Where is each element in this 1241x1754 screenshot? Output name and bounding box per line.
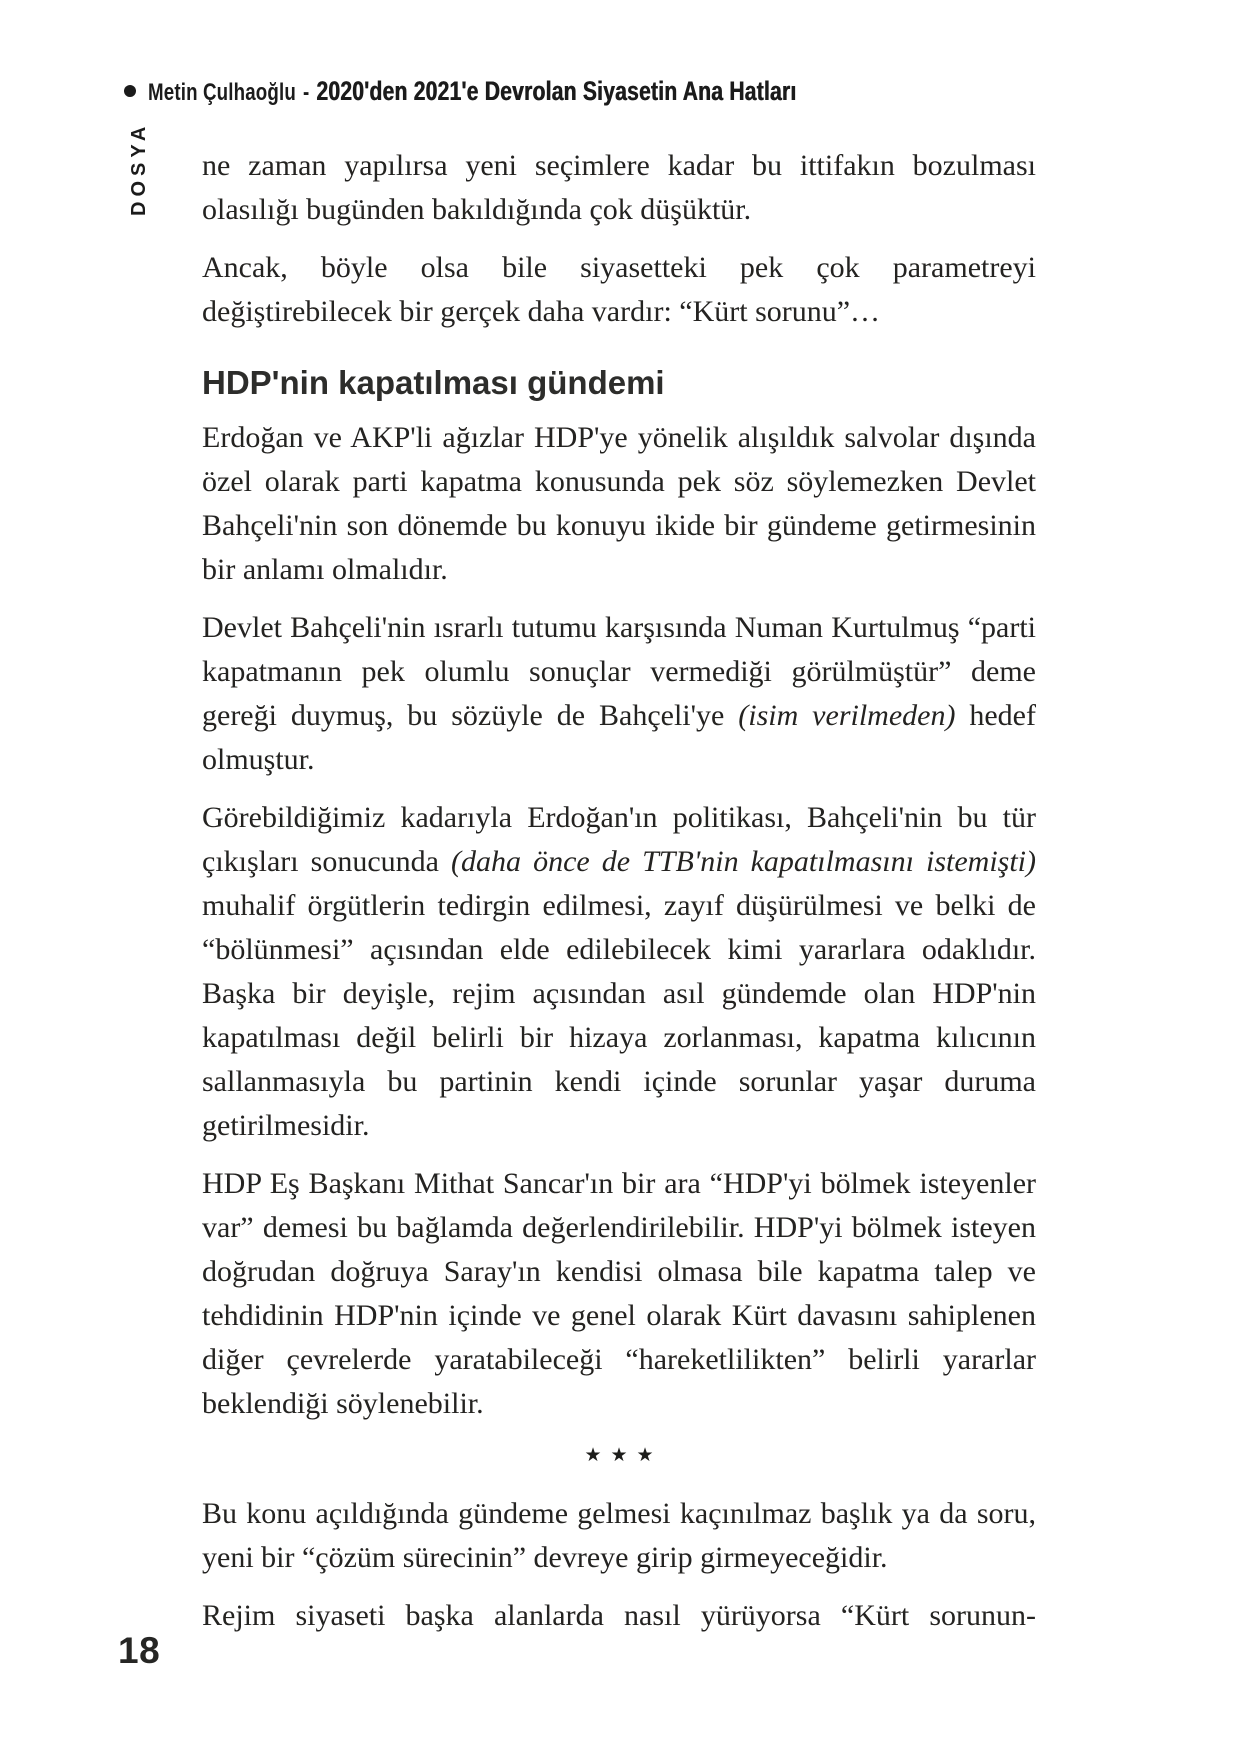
paragraph-1-text: ne zaman yapılırsa yeni seçimlere kadar bu ittifakın bozulması olasılığı bugünden bakıldığında çok düşüktür. <box>202 149 1036 226</box>
paragraph-3-text: Erdoğan ve AKP'li ağızlar HDP'ye yönelik alışıldık salvolar dışında özel olarak parti kapatma konusunda pek söz söylemezken Devlet Bahçeli'nin son dönemde bu konuyu ikide bir gündeme getirmesinin bir anlamı olmalıdır. <box>202 421 1036 586</box>
section-heading: HDP'nin kapatılması gündemi <box>202 364 665 401</box>
header-dash: - <box>302 78 310 106</box>
paragraph-4-run-3: hedef olmuştur. <box>202 699 1036 776</box>
paragraph-7-text: Bu konu açıldığında gündeme gelmesi kaçınılmaz başlık ya da soru, yeni bir “çözüm sürecinin” devreye girip girmeyeceğidir. <box>202 1497 1036 1574</box>
stars-separator: ★★★ <box>584 1445 663 1466</box>
text-column <box>202 144 1036 1652</box>
paragraph-8-text: Rejim siyaseti başka alanlarda nasıl yürüyorsa “Kürt sorunun- <box>202 1599 1036 1632</box>
running-header-text <box>148 76 796 107</box>
page-number: 18 <box>118 1630 161 1671</box>
paragraph-6 <box>202 1162 1036 1426</box>
paragraph-4-run-1: Devlet Bahçeli'nin ısrarlı tutumu karşısında Numan Kurtulmuş “parti kapatmanın pek olumlu sonuçlar vermediği görülmüştür” deme gereği duymuş, bu sözüyle de Bahçeli'ye <box>202 611 1036 732</box>
paragraph-4 <box>202 606 1036 782</box>
paragraph-5-run-italic: (daha önce de TTB'nin kapatılmasını istemişti) <box>451 845 1036 878</box>
paragraph-1 <box>202 144 1036 232</box>
paragraph-3 <box>202 416 1036 592</box>
paragraph-5 <box>202 796 1036 1148</box>
running-header <box>124 76 979 106</box>
dosya-vertical-label: DOSYA <box>128 121 150 216</box>
paragraph-2-text: Ancak, böyle olsa bile siyasetteki pek çok parametreyi değiştirebilecek bir gerçek daha vardır: “Kürt sorunu”… <box>202 251 1036 328</box>
paragraph-7 <box>202 1492 1036 1580</box>
article-title: 2020'den 2021'e Devrolan Siyasetin Ana Hatları <box>316 75 797 106</box>
paragraph-8 <box>202 1594 1036 1638</box>
paragraph-6-text: HDP Eş Başkanı Mithat Sancar'ın bir ara “HDP'yi bölmek isteyenler var” demesi bu bağlamda değerlendirilebilir. HDP'yi bölmek isteyen doğrudan doğruya Saray'ın kendisi olmasa bile kapatma talep ve tehdidinin HDP'nin içinde ve genel olarak Kürt davasını sahiplenen diğer çevrelerde yaratabileceği “hareketlilikten” belirli yararlar beklendiği söylenebilir. <box>202 1167 1036 1420</box>
bullet-icon <box>124 85 136 97</box>
paragraph-4-run-italic: (isim verilmeden) <box>738 699 956 732</box>
paragraph-2 <box>202 246 1036 334</box>
paragraph-5-run-1: Görebildiğimiz kadarıyla Erdoğan'ın politikası, Bahçeli'nin bu tür çıkışları sonucunda <box>202 801 1036 878</box>
paragraph-5-run-3: muhalif örgütlerin tedirgin edilmesi, zayıf düşürülmesi ve belki de “bölünmesi” açısından elde edilebilecek kimi yararlara odaklıdır. Başka bir deyişle, rejim açısından asıl gündemde olan HDP'nin kapatılması değil belirli bir hizaya zorlanması, kapatma kılıcının sallanmasıyla bu partinin kendi içinde sorunlar yaşar duruma getirilmesidir. <box>202 889 1036 1142</box>
author-name: Metin Çulhaoğlu <box>148 78 296 106</box>
